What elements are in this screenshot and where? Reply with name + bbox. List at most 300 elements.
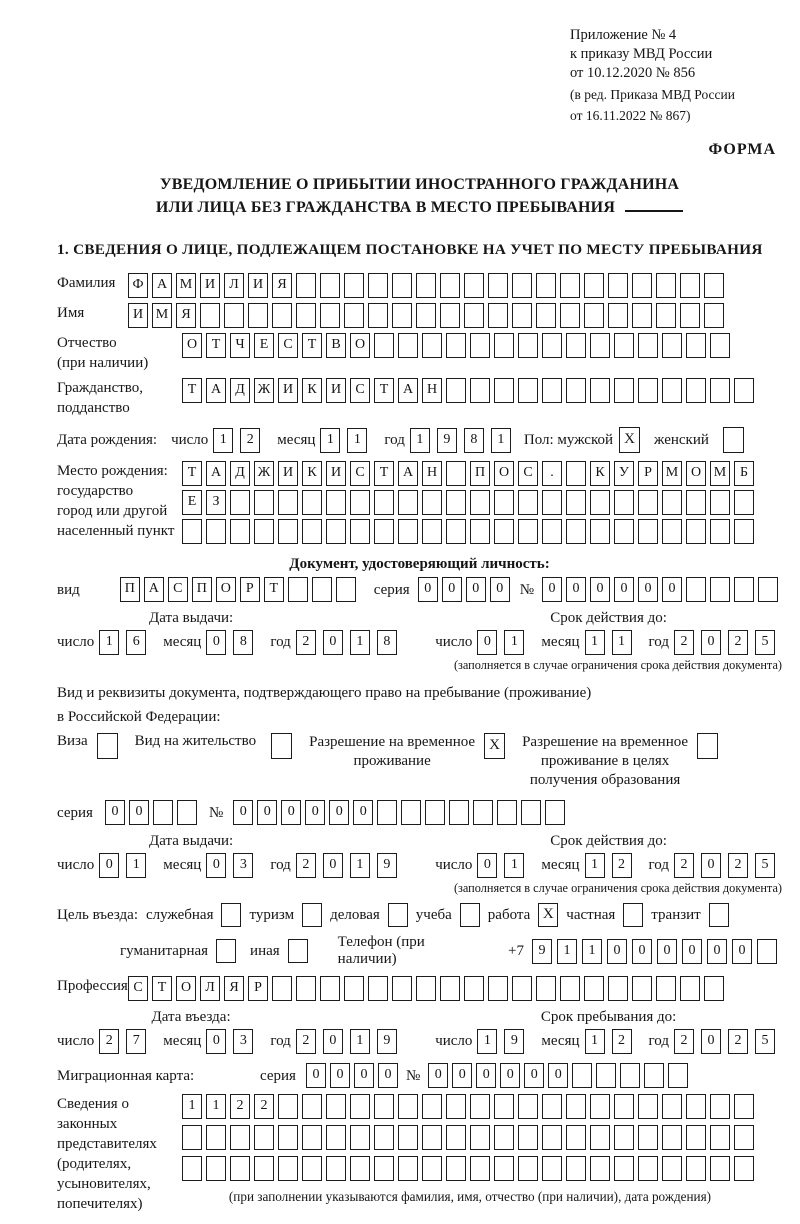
char-cell[interactable]: [446, 1125, 466, 1150]
char-cell[interactable]: 0: [524, 1063, 544, 1088]
char-cell[interactable]: [536, 303, 556, 328]
char-cell[interactable]: 0: [257, 800, 277, 825]
char-cell[interactable]: [440, 303, 460, 328]
temp-permit-checkbox[interactable]: X: [484, 733, 505, 759]
char-cell[interactable]: [632, 273, 652, 298]
char-cell[interactable]: [536, 273, 556, 298]
char-cell[interactable]: Л: [224, 273, 244, 298]
char-cell[interactable]: [608, 303, 628, 328]
char-cell[interactable]: [278, 1156, 298, 1181]
char-cell[interactable]: 9: [377, 853, 397, 878]
char-cell[interactable]: О: [350, 333, 370, 358]
char-cell[interactable]: [590, 1094, 610, 1119]
char-cell[interactable]: [398, 1156, 418, 1181]
char-cell[interactable]: [248, 303, 268, 328]
residence-permit-checkbox[interactable]: [271, 733, 292, 759]
char-cell[interactable]: [200, 303, 220, 328]
purpose-study-checkbox[interactable]: [460, 903, 480, 927]
char-cell[interactable]: [446, 490, 466, 515]
char-cell[interactable]: 0: [378, 1063, 398, 1088]
char-cell[interactable]: [656, 303, 676, 328]
char-cell[interactable]: [704, 303, 724, 328]
char-cell[interactable]: 1: [585, 1029, 605, 1054]
representatives-row2[interactable]: [182, 1125, 758, 1150]
char-cell[interactable]: [470, 519, 490, 544]
char-cell[interactable]: [566, 519, 586, 544]
char-cell[interactable]: 1: [612, 630, 632, 655]
id-issue-year-cells[interactable]: [296, 630, 404, 655]
char-cell[interactable]: [350, 1094, 370, 1119]
char-cell[interactable]: [296, 976, 316, 1001]
char-cell[interactable]: [344, 303, 364, 328]
stay-series-cells[interactable]: [105, 800, 201, 825]
profession-cells[interactable]: [128, 976, 728, 1001]
migration-number-cells[interactable]: [428, 1063, 692, 1088]
char-cell[interactable]: [644, 1063, 664, 1088]
char-cell[interactable]: [614, 490, 634, 515]
id-valid-day-cells[interactable]: [477, 630, 531, 655]
char-cell[interactable]: Я: [272, 273, 292, 298]
char-cell[interactable]: И: [200, 273, 220, 298]
char-cell[interactable]: М: [176, 273, 196, 298]
char-cell[interactable]: [422, 519, 442, 544]
char-cell[interactable]: [254, 519, 274, 544]
char-cell[interactable]: [757, 939, 777, 964]
char-cell[interactable]: [512, 273, 532, 298]
char-cell[interactable]: 0: [206, 1029, 226, 1054]
char-cell[interactable]: А: [206, 378, 226, 403]
char-cell[interactable]: [668, 1063, 688, 1088]
id-valid-month-cells[interactable]: [585, 630, 639, 655]
char-cell[interactable]: [662, 1156, 682, 1181]
char-cell[interactable]: [590, 519, 610, 544]
char-cell[interactable]: [614, 333, 634, 358]
char-cell[interactable]: [518, 519, 538, 544]
char-cell[interactable]: [398, 1094, 418, 1119]
char-cell[interactable]: И: [248, 273, 268, 298]
char-cell[interactable]: [416, 303, 436, 328]
char-cell[interactable]: [662, 1125, 682, 1150]
char-cell[interactable]: [638, 1125, 658, 1150]
char-cell[interactable]: 2: [674, 853, 694, 878]
char-cell[interactable]: 0: [323, 1029, 343, 1054]
char-cell[interactable]: [278, 490, 298, 515]
char-cell[interactable]: [518, 333, 538, 358]
char-cell[interactable]: [326, 490, 346, 515]
char-cell[interactable]: [560, 303, 580, 328]
representatives-row1[interactable]: [182, 1094, 758, 1119]
char-cell[interactable]: [518, 378, 538, 403]
char-cell[interactable]: 1: [410, 428, 430, 453]
char-cell[interactable]: 1: [320, 428, 340, 453]
char-cell[interactable]: 0: [281, 800, 301, 825]
char-cell[interactable]: 0: [330, 1063, 350, 1088]
birth-year-cells[interactable]: [410, 428, 518, 453]
purpose-official-checkbox[interactable]: [221, 903, 241, 927]
char-cell[interactable]: 2: [254, 1094, 274, 1119]
char-cell[interactable]: 9: [504, 1029, 524, 1054]
char-cell[interactable]: [302, 1125, 322, 1150]
char-cell[interactable]: 1: [350, 630, 370, 655]
char-cell[interactable]: [206, 1125, 226, 1150]
char-cell[interactable]: [422, 490, 442, 515]
char-cell[interactable]: [710, 577, 730, 602]
char-cell[interactable]: 0: [105, 800, 125, 825]
char-cell[interactable]: 7: [126, 1029, 146, 1054]
char-cell[interactable]: [566, 1156, 586, 1181]
char-cell[interactable]: [686, 333, 706, 358]
char-cell[interactable]: [392, 976, 412, 1001]
char-cell[interactable]: [734, 519, 754, 544]
char-cell[interactable]: [326, 1094, 346, 1119]
char-cell[interactable]: Ч: [230, 333, 250, 358]
char-cell[interactable]: 0: [707, 939, 727, 964]
char-cell[interactable]: Р: [638, 461, 658, 486]
char-cell[interactable]: [497, 800, 517, 825]
char-cell[interactable]: [590, 1156, 610, 1181]
char-cell[interactable]: 2: [296, 1029, 316, 1054]
birth-day-cells[interactable]: [213, 428, 267, 453]
char-cell[interactable]: 0: [476, 1063, 496, 1088]
char-cell[interactable]: [656, 976, 676, 1001]
char-cell[interactable]: 0: [477, 853, 497, 878]
char-cell[interactable]: [518, 1156, 538, 1181]
char-cell[interactable]: [350, 490, 370, 515]
char-cell[interactable]: 2: [240, 428, 260, 453]
surname-cells[interactable]: [128, 273, 728, 298]
char-cell[interactable]: [398, 490, 418, 515]
char-cell[interactable]: 0: [428, 1063, 448, 1088]
birth-place-row1[interactable]: [182, 461, 758, 486]
char-cell[interactable]: [272, 303, 292, 328]
char-cell[interactable]: [446, 378, 466, 403]
purpose-work-checkbox[interactable]: X: [538, 903, 558, 927]
char-cell[interactable]: 2: [674, 630, 694, 655]
char-cell[interactable]: 2: [612, 1029, 632, 1054]
char-cell[interactable]: 2: [728, 853, 748, 878]
char-cell[interactable]: [392, 303, 412, 328]
char-cell[interactable]: [734, 490, 754, 515]
char-cell[interactable]: 8: [464, 428, 484, 453]
char-cell[interactable]: 8: [233, 630, 253, 655]
char-cell[interactable]: 0: [323, 853, 343, 878]
char-cell[interactable]: [416, 976, 436, 1001]
char-cell[interactable]: [449, 800, 469, 825]
char-cell[interactable]: И: [278, 378, 298, 403]
char-cell[interactable]: [272, 976, 292, 1001]
char-cell[interactable]: [494, 333, 514, 358]
char-cell[interactable]: [425, 800, 445, 825]
char-cell[interactable]: [662, 1094, 682, 1119]
char-cell[interactable]: [320, 976, 340, 1001]
char-cell[interactable]: [758, 577, 778, 602]
char-cell[interactable]: У: [614, 461, 634, 486]
char-cell[interactable]: [590, 490, 610, 515]
char-cell[interactable]: [368, 303, 388, 328]
birth-place-row2[interactable]: [182, 490, 758, 515]
char-cell[interactable]: [536, 976, 556, 1001]
char-cell[interactable]: [584, 273, 604, 298]
char-cell[interactable]: [680, 303, 700, 328]
char-cell[interactable]: О: [182, 333, 202, 358]
char-cell[interactable]: 0: [542, 577, 562, 602]
id-number-cells[interactable]: [542, 577, 782, 602]
char-cell[interactable]: 0: [662, 577, 682, 602]
char-cell[interactable]: В: [326, 333, 346, 358]
char-cell[interactable]: [734, 577, 754, 602]
char-cell[interactable]: Н: [422, 378, 442, 403]
char-cell[interactable]: Д: [230, 378, 250, 403]
char-cell[interactable]: 6: [126, 630, 146, 655]
char-cell[interactable]: 3: [233, 853, 253, 878]
purpose-private-checkbox[interactable]: [623, 903, 643, 927]
char-cell[interactable]: [686, 1125, 706, 1150]
char-cell[interactable]: [494, 519, 514, 544]
char-cell[interactable]: 1: [504, 630, 524, 655]
char-cell[interactable]: [446, 1156, 466, 1181]
char-cell[interactable]: 2: [728, 1029, 748, 1054]
char-cell[interactable]: [560, 976, 580, 1001]
char-cell[interactable]: [464, 303, 484, 328]
char-cell[interactable]: [224, 303, 244, 328]
char-cell[interactable]: Б: [734, 461, 754, 486]
char-cell[interactable]: О: [176, 976, 196, 1001]
char-cell[interactable]: 0: [305, 800, 325, 825]
char-cell[interactable]: [494, 378, 514, 403]
char-cell[interactable]: [620, 1063, 640, 1088]
char-cell[interactable]: Е: [182, 490, 202, 515]
char-cell[interactable]: [608, 976, 628, 1001]
char-cell[interactable]: П: [192, 577, 212, 602]
char-cell[interactable]: М: [710, 461, 730, 486]
id-issue-month-cells[interactable]: [206, 630, 260, 655]
char-cell[interactable]: [614, 1094, 634, 1119]
char-cell[interactable]: [278, 1094, 298, 1119]
char-cell[interactable]: 8: [377, 630, 397, 655]
char-cell[interactable]: 0: [682, 939, 702, 964]
char-cell[interactable]: С: [350, 461, 370, 486]
char-cell[interactable]: [344, 976, 364, 1001]
char-cell[interactable]: 2: [296, 853, 316, 878]
char-cell[interactable]: [734, 378, 754, 403]
char-cell[interactable]: [614, 1125, 634, 1150]
char-cell[interactable]: [278, 1125, 298, 1150]
char-cell[interactable]: 2: [296, 630, 316, 655]
char-cell[interactable]: 1: [99, 630, 119, 655]
char-cell[interactable]: [590, 333, 610, 358]
id-issue-day-cells[interactable]: [99, 630, 153, 655]
representatives-row3[interactable]: [182, 1156, 758, 1181]
char-cell[interactable]: [422, 1156, 442, 1181]
stay-issue-year-cells[interactable]: [296, 853, 404, 878]
char-cell[interactable]: [680, 976, 700, 1001]
char-cell[interactable]: С: [128, 976, 148, 1001]
char-cell[interactable]: И: [278, 461, 298, 486]
char-cell[interactable]: [401, 800, 421, 825]
char-cell[interactable]: Я: [224, 976, 244, 1001]
purpose-other-checkbox[interactable]: [288, 939, 308, 963]
char-cell[interactable]: [153, 800, 173, 825]
char-cell[interactable]: 2: [230, 1094, 250, 1119]
char-cell[interactable]: [464, 976, 484, 1001]
char-cell[interactable]: [488, 976, 508, 1001]
entry-year-cells[interactable]: [296, 1029, 404, 1054]
char-cell[interactable]: [398, 333, 418, 358]
char-cell[interactable]: Т: [302, 333, 322, 358]
char-cell[interactable]: 1: [582, 939, 602, 964]
char-cell[interactable]: [521, 800, 541, 825]
char-cell[interactable]: [470, 378, 490, 403]
char-cell[interactable]: [638, 1156, 658, 1181]
char-cell[interactable]: [446, 1094, 466, 1119]
stay-valid-month-cells[interactable]: [585, 853, 639, 878]
char-cell[interactable]: Т: [374, 461, 394, 486]
char-cell[interactable]: Т: [374, 378, 394, 403]
given-name-cells[interactable]: [128, 303, 728, 328]
char-cell[interactable]: [710, 1125, 730, 1150]
char-cell[interactable]: [494, 490, 514, 515]
char-cell[interactable]: 1: [350, 853, 370, 878]
char-cell[interactable]: 1: [585, 853, 605, 878]
char-cell[interactable]: [734, 1094, 754, 1119]
char-cell[interactable]: 2: [674, 1029, 694, 1054]
entry-month-cells[interactable]: [206, 1029, 260, 1054]
char-cell[interactable]: [254, 490, 274, 515]
char-cell[interactable]: 1: [491, 428, 511, 453]
visa-checkbox[interactable]: [97, 733, 118, 759]
char-cell[interactable]: [494, 1125, 514, 1150]
char-cell[interactable]: [614, 1156, 634, 1181]
char-cell[interactable]: [680, 273, 700, 298]
char-cell[interactable]: 1: [182, 1094, 202, 1119]
char-cell[interactable]: [206, 519, 226, 544]
char-cell[interactable]: [302, 519, 322, 544]
char-cell[interactable]: [584, 303, 604, 328]
char-cell[interactable]: [566, 333, 586, 358]
char-cell[interactable]: [326, 1156, 346, 1181]
char-cell[interactable]: [374, 1094, 394, 1119]
char-cell[interactable]: 0: [418, 577, 438, 602]
char-cell[interactable]: [302, 1094, 322, 1119]
char-cell[interactable]: Т: [206, 333, 226, 358]
char-cell[interactable]: 0: [566, 577, 586, 602]
char-cell[interactable]: [470, 1156, 490, 1181]
char-cell[interactable]: И: [128, 303, 148, 328]
char-cell[interactable]: [632, 303, 652, 328]
char-cell[interactable]: [662, 490, 682, 515]
citizenship-cells[interactable]: [182, 378, 758, 403]
char-cell[interactable]: 0: [323, 630, 343, 655]
char-cell[interactable]: [542, 378, 562, 403]
char-cell[interactable]: [416, 273, 436, 298]
char-cell[interactable]: [542, 490, 562, 515]
char-cell[interactable]: 1: [585, 630, 605, 655]
id-series-cells[interactable]: [418, 577, 514, 602]
char-cell[interactable]: [614, 519, 634, 544]
char-cell[interactable]: Д: [230, 461, 250, 486]
char-cell[interactable]: [638, 490, 658, 515]
char-cell[interactable]: [446, 519, 466, 544]
char-cell[interactable]: [638, 1094, 658, 1119]
stay-until-day-cells[interactable]: [477, 1029, 531, 1054]
char-cell[interactable]: А: [144, 577, 164, 602]
char-cell[interactable]: [734, 1125, 754, 1150]
char-cell[interactable]: Е: [254, 333, 274, 358]
char-cell[interactable]: [312, 577, 332, 602]
char-cell[interactable]: [350, 1125, 370, 1150]
char-cell[interactable]: Н: [422, 461, 442, 486]
char-cell[interactable]: [710, 519, 730, 544]
char-cell[interactable]: 0: [638, 577, 658, 602]
char-cell[interactable]: Ж: [254, 378, 274, 403]
char-cell[interactable]: [230, 490, 250, 515]
char-cell[interactable]: [710, 490, 730, 515]
char-cell[interactable]: К: [302, 378, 322, 403]
char-cell[interactable]: 0: [206, 630, 226, 655]
char-cell[interactable]: [446, 333, 466, 358]
char-cell[interactable]: [542, 1094, 562, 1119]
char-cell[interactable]: 0: [442, 577, 462, 602]
char-cell[interactable]: М: [152, 303, 172, 328]
char-cell[interactable]: [560, 273, 580, 298]
char-cell[interactable]: [398, 1125, 418, 1150]
char-cell[interactable]: .: [542, 461, 562, 486]
stay-issue-day-cells[interactable]: [99, 853, 153, 878]
char-cell[interactable]: И: [326, 461, 346, 486]
char-cell[interactable]: [704, 273, 724, 298]
char-cell[interactable]: [470, 1094, 490, 1119]
char-cell[interactable]: [572, 1063, 592, 1088]
char-cell[interactable]: [398, 519, 418, 544]
purpose-tourism-checkbox[interactable]: [302, 903, 322, 927]
char-cell[interactable]: А: [398, 378, 418, 403]
char-cell[interactable]: Т: [264, 577, 284, 602]
char-cell[interactable]: [662, 333, 682, 358]
char-cell[interactable]: 0: [233, 800, 253, 825]
char-cell[interactable]: [440, 976, 460, 1001]
char-cell[interactable]: Т: [182, 461, 202, 486]
char-cell[interactable]: 5: [755, 630, 775, 655]
stay-until-month-cells[interactable]: [585, 1029, 639, 1054]
char-cell[interactable]: [596, 1063, 616, 1088]
char-cell[interactable]: [422, 1094, 442, 1119]
char-cell[interactable]: Т: [152, 976, 172, 1001]
char-cell[interactable]: [686, 519, 706, 544]
char-cell[interactable]: 1: [477, 1029, 497, 1054]
char-cell[interactable]: [278, 519, 298, 544]
char-cell[interactable]: [230, 1125, 250, 1150]
char-cell[interactable]: 0: [632, 939, 652, 964]
char-cell[interactable]: [488, 303, 508, 328]
char-cell[interactable]: [710, 378, 730, 403]
char-cell[interactable]: 0: [329, 800, 349, 825]
stay-valid-day-cells[interactable]: [477, 853, 531, 878]
char-cell[interactable]: [512, 303, 532, 328]
char-cell[interactable]: 0: [614, 577, 634, 602]
sex-male-checkbox[interactable]: X: [619, 427, 640, 453]
char-cell[interactable]: [686, 577, 706, 602]
purpose-transit-checkbox[interactable]: [709, 903, 729, 927]
char-cell[interactable]: [336, 577, 356, 602]
char-cell[interactable]: [182, 519, 202, 544]
char-cell[interactable]: А: [152, 273, 172, 298]
char-cell[interactable]: [350, 519, 370, 544]
char-cell[interactable]: 1: [347, 428, 367, 453]
stay-issue-month-cells[interactable]: [206, 853, 260, 878]
char-cell[interactable]: С: [350, 378, 370, 403]
char-cell[interactable]: [518, 490, 538, 515]
id-kind-cells[interactable]: [120, 577, 360, 602]
